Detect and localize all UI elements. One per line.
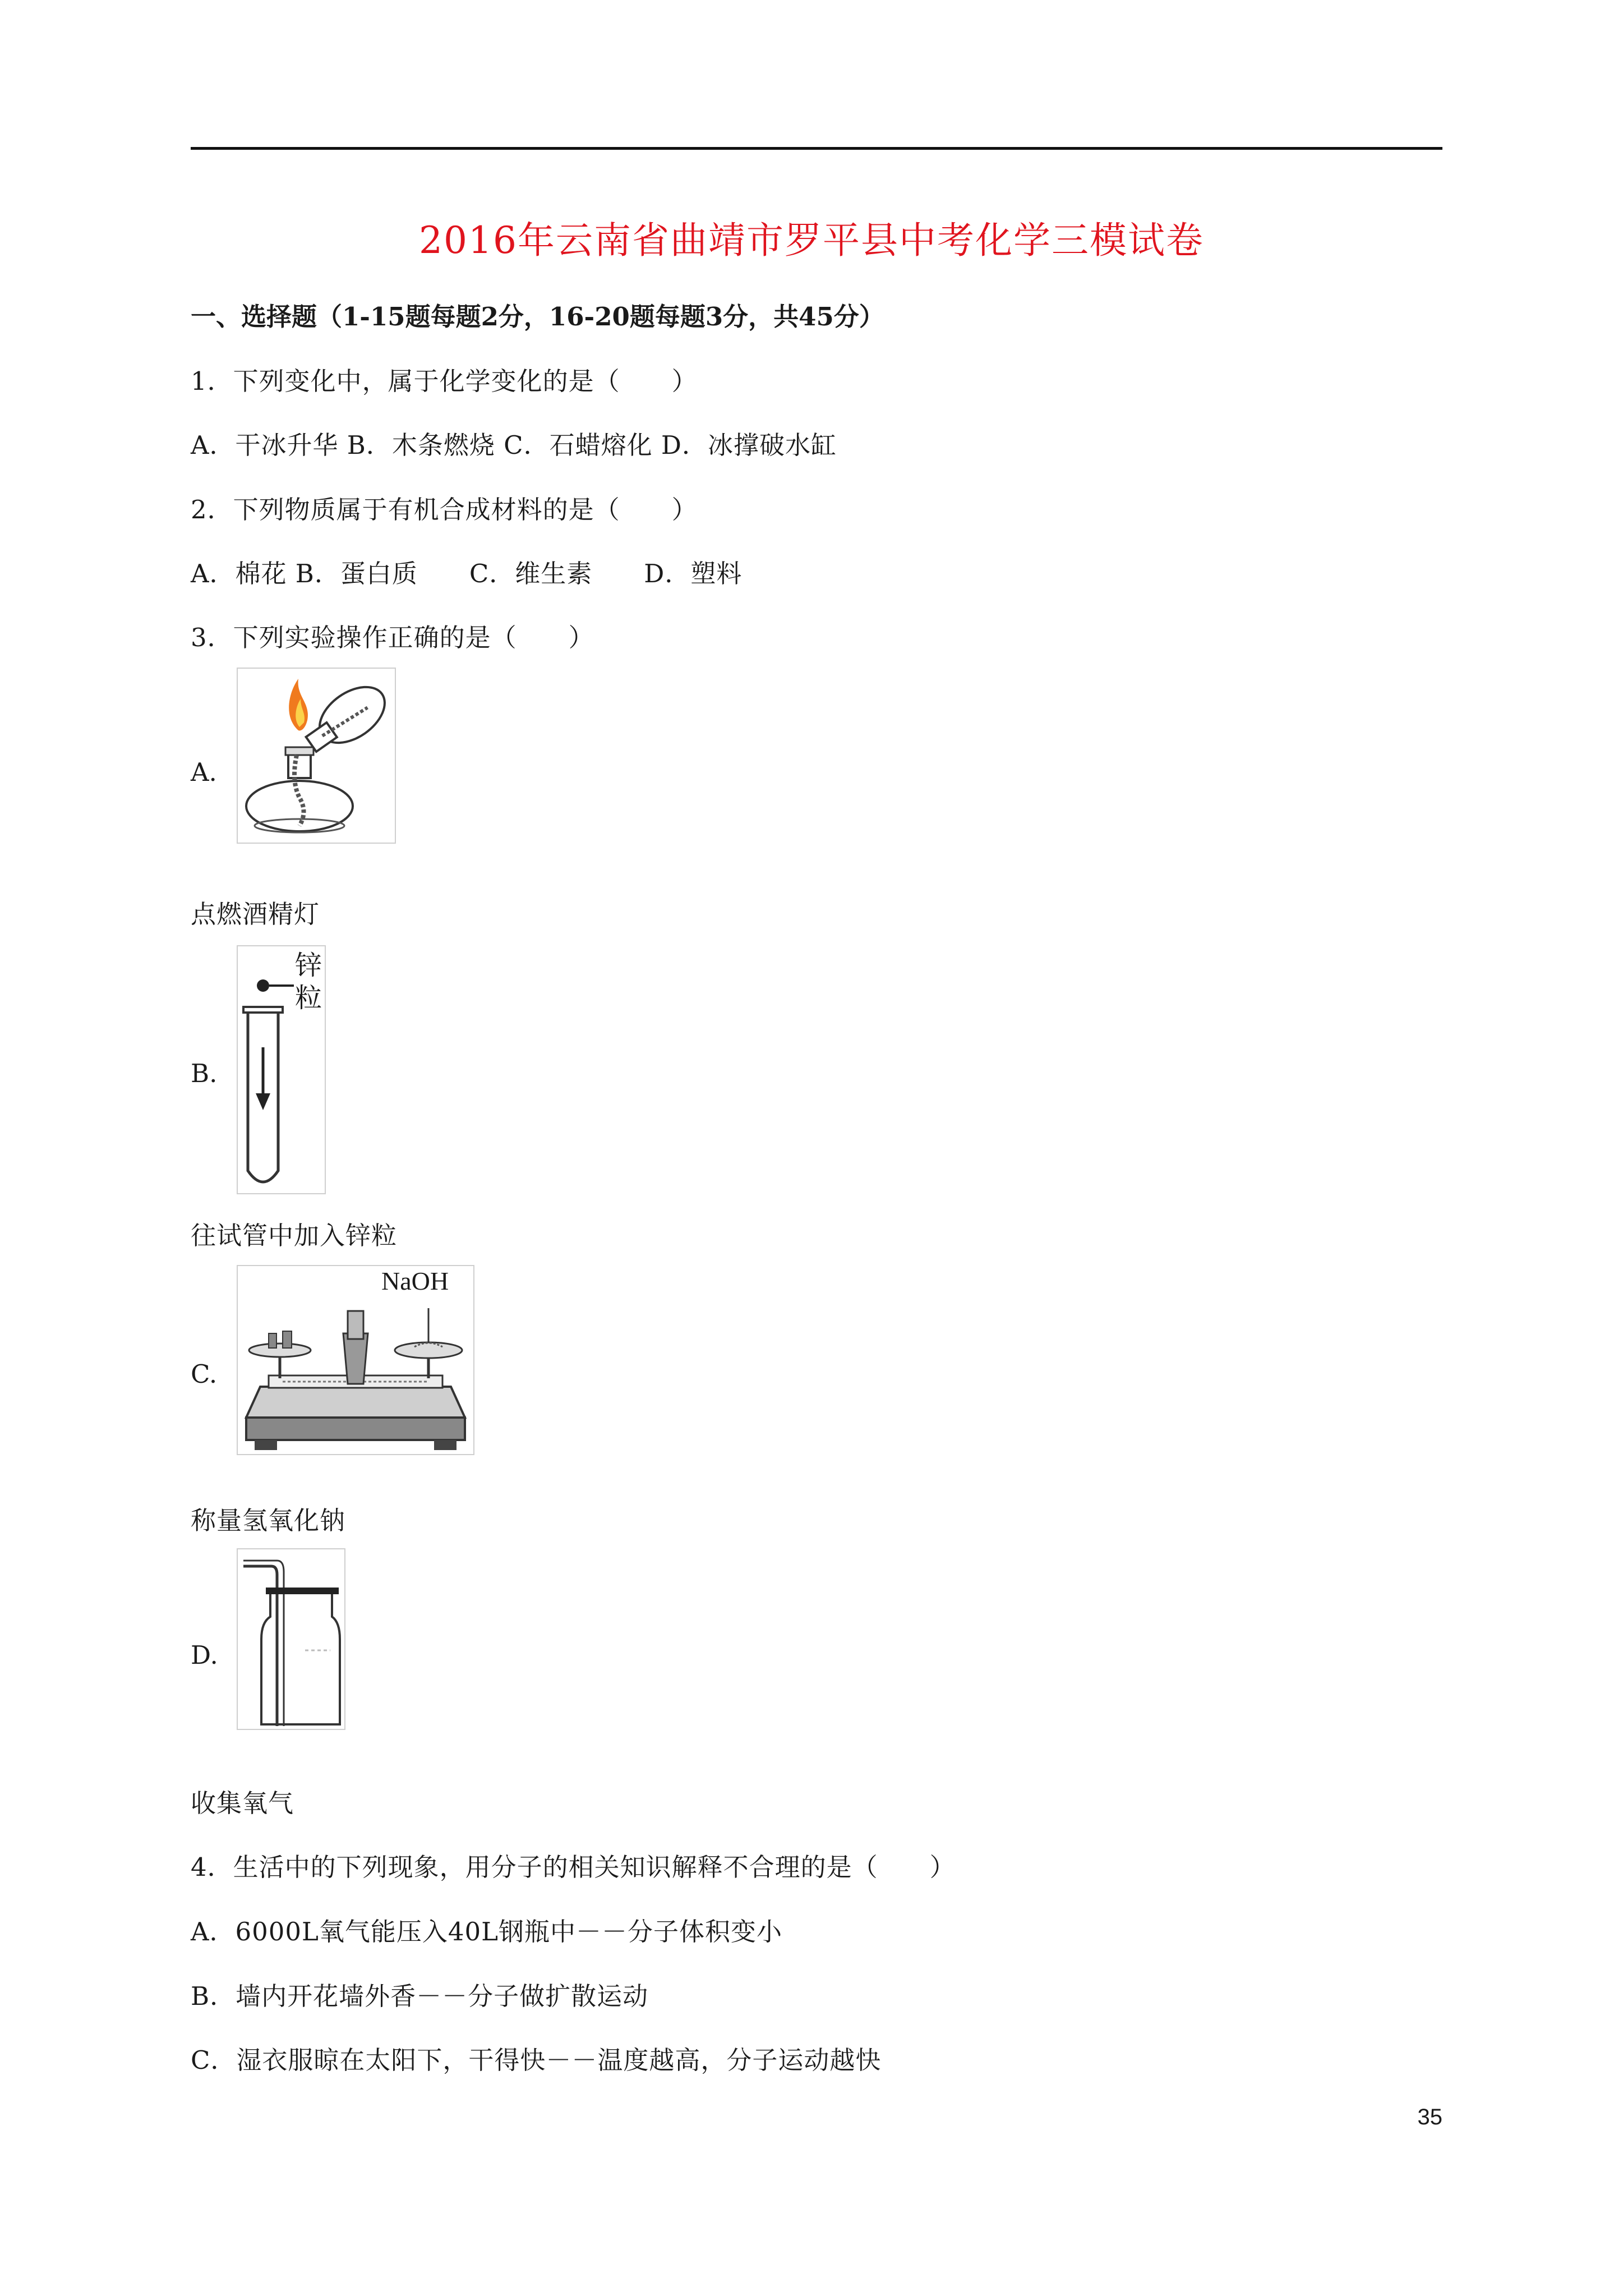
option-d-label: D. — [191, 1640, 218, 1670]
question-4-option-c: C．湿衣服晾在太阳下，干得快－－温度越高，分子运动越快 — [191, 2045, 882, 2075]
page-number: 35 — [1417, 2105, 1442, 2129]
option-b-caption: 往试管中加入锌粒 — [191, 1221, 398, 1250]
option-a-caption: 点燃酒精灯 — [191, 899, 320, 929]
gas-bottle-figure — [237, 1548, 345, 1730]
option-d-caption: 收集氧气 — [191, 1788, 294, 1818]
section-heading: 一、选择题（1-15题每题2分，16-20题每题3分，共45分） — [191, 302, 884, 332]
naoh-label: NaOH — [381, 1267, 449, 1295]
question-4-stem: 4．生活中的下列现象，用分子的相关知识解释不合理的是（ ） — [191, 1852, 956, 1882]
option-c-label: C. — [191, 1359, 218, 1389]
header-rule — [191, 147, 1442, 150]
question-2-stem: 2．下列物质属于有机合成材料的是（ ） — [191, 495, 698, 524]
question-4-option-b: B．墙内开花墙外香－－分子做扩散运动 — [191, 1981, 649, 2011]
question-1-options: A．干冰升华 B．木条燃烧 C．石蜡熔化 D．冰撑破水缸 — [191, 430, 837, 460]
question-4-option-a: A．6000L氧气能压入40L钢瓶中－－分子体积变小 — [191, 1917, 783, 1947]
alcohol-lamp-figure — [237, 668, 396, 844]
question-1-stem: 1．下列变化中，属于化学变化的是（ ） — [191, 366, 698, 396]
zinc-label: 锌粒 — [295, 950, 322, 1014]
question-2-options: A．棉花 B．蛋白质 C．维生素 D．塑料 — [191, 559, 743, 588]
option-c-caption: 称量氢氧化钠 — [191, 1506, 346, 1535]
question-3-stem: 3．下列实验操作正确的是（ ） — [191, 623, 594, 652]
option-b-label: B. — [191, 1059, 218, 1088]
page-title: 2016年云南省曲靖市罗平县中考化学三模试卷 — [419, 219, 1204, 262]
option-a-label: A. — [191, 757, 217, 787]
